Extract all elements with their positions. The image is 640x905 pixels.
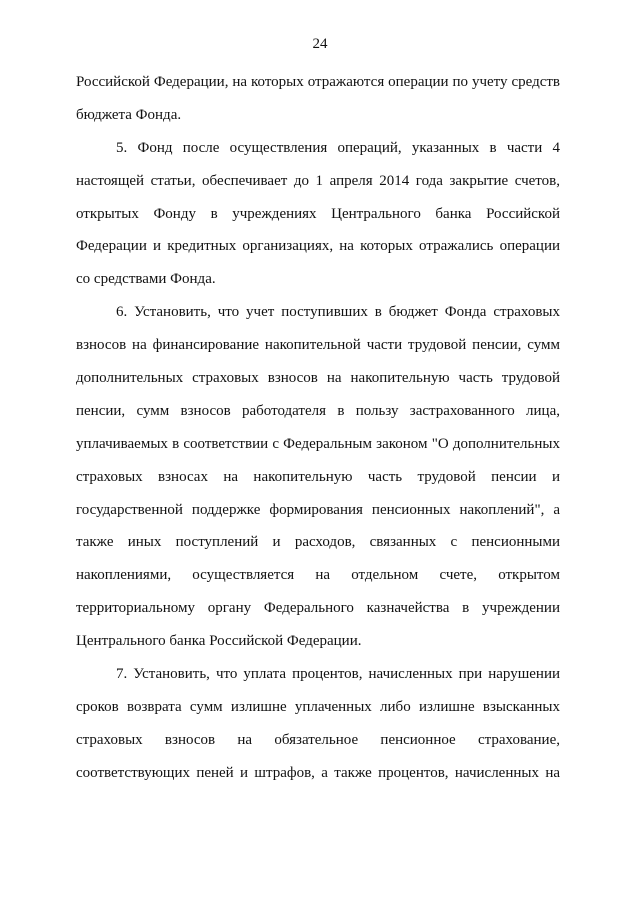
text-line: дополнительных страховых взносов на накопительную часть трудовой [76,370,560,387]
text-line: 6. Установить, что учет поступивших в бюджет Фонда страховых [116,304,560,321]
text-line: накоплениями, осуществляется на отдельном счете, открытом [76,567,560,584]
text-line: Российской Федерации, на которых отражаются операции по учету средств [76,74,560,90]
text-line: уплачиваемых в соответствии с Федеральным законом "О дополнительных [76,435,560,452]
text-line: Центрального банка Российской Федерации. [76,633,362,650]
text-line: территориальному органу Федерального казначейства в учреждении [76,600,560,617]
text-line: государственной поддержке формирования пенсионных накоплений", а [76,501,560,518]
page-number: 24 [312,36,328,52]
text-line: страховых взносах на накопительную часть трудовой пенсии и [76,468,560,485]
text-line: страховых взносов на обязательное пенсионное страхование, [76,731,560,748]
text-line: бюджета Фонда. [76,106,182,123]
text-line: соответствующих пеней и штрафов, а также процентов, начисленных на [76,764,560,781]
text-line: настоящей статьи, обеспечивает до 1 апреля 2014 года закрытие счетов, [76,172,560,189]
document-body [76,66,560,790]
text-line: 7. Установить, что уплата процентов, начисленных при нарушении [116,666,560,683]
text-line: 5. Фонд после осуществления операций, указанных в части 4 [116,139,560,156]
text-line: со средствами Фонда. [76,271,216,288]
text-line: пенсии, сумм взносов работодателя в пользу застрахованного лица, [76,402,560,419]
text-line: открытых Фонду в учреждениях Центрального банка Российской [76,205,560,222]
text-line: взносов на финансирование накопительной части трудовой пенсии, сумм [76,337,560,354]
text-line: сроков возврата сумм излишне уплаченных либо излишне взысканных [76,698,560,715]
text-line: также иных поступлений и расходов, связанных с пенсионными [76,534,560,551]
text-line: Федерации и кредитных организациях, на которых отражались операции [76,238,560,255]
